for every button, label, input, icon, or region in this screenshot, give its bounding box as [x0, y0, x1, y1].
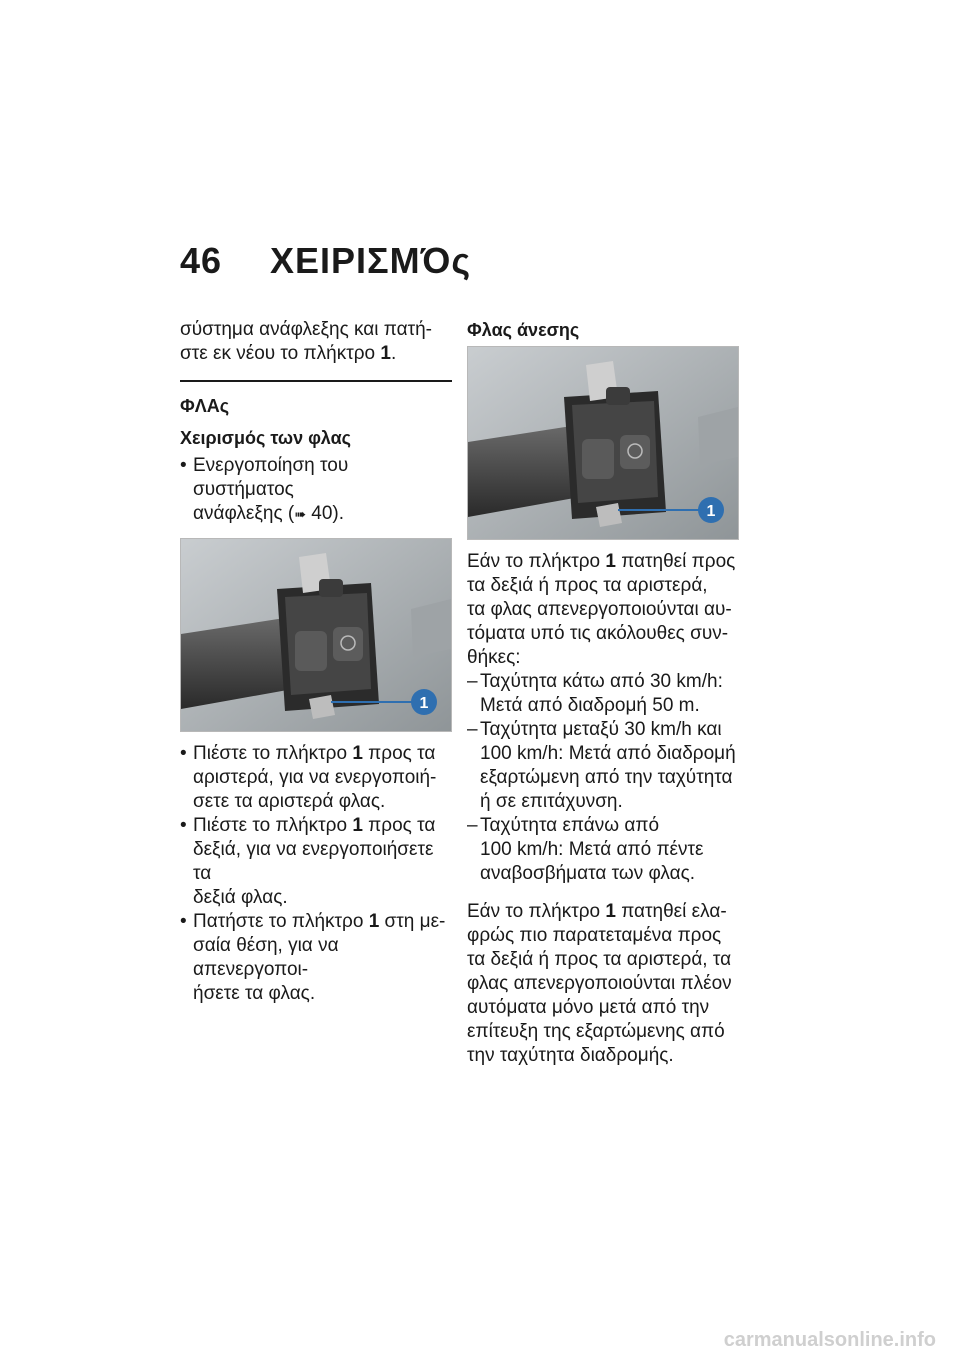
page-number: 46	[180, 240, 223, 281]
left-column	[180, 318, 452, 1006]
turn-signal-switch-image	[180, 538, 452, 732]
bullet-ignition: • Ενεργοποίηση του συστήματος ανάφλεξης (➠ 40).	[180, 454, 452, 526]
continued-text: σύστημα ανάφλεξης και πατή- στε εκ νέου το πλήκτρο 1.	[180, 319, 433, 364]
comfort-turn-signal-title: Φλας άνεσης	[467, 320, 580, 340]
page-reference-icon: ➠	[294, 506, 306, 522]
comfort-signal-switch-image	[467, 346, 739, 540]
callout-1: 1	[419, 695, 429, 712]
comfort-intro: Εάν το πλήκτρο 1 πατηθεί προς τα δεξιά ή προς τα αριστερά, τα φλας απενεργοποιούνται αυ- τόματα υπό τις ακόλουθες συν- θήκες:	[467, 551, 736, 668]
step-left: • Πιέστε το πλήκτρο 1 προς τα αριστερά, για να ενεργοποιή- σετε τα αριστερά φλας.	[180, 742, 452, 814]
section-divider	[180, 380, 452, 382]
subsection-title: Χειρισμός των φλας	[180, 428, 351, 448]
right-column	[467, 318, 739, 1068]
condition-item: – Ταχύτητα μεταξύ 30 km/h και 100 km/h: Μετά από διαδρομή εξαρτώμενη από την ταχύτητα ή σε επιτάχυνση.	[467, 718, 739, 814]
page-header	[180, 240, 471, 282]
section-title: ΦΛΑς	[180, 396, 230, 416]
step-off: • Πατήστε το πλήκτρο 1 στη με- σαία θέση, για να απενεργοποι- ήσετε τα φλας.	[180, 910, 452, 1006]
comfort-outro: Εάν το πλήκτρο 1 πατηθεί ελα- φρώς πιο παρατεταμένα προς τα δεξιά ή προς τα αριστερά, τα φλας απενεργοποιούνται πλέον αυτόματα μόνο μετά από την επίτευξη της εξαρτώμενης από την ταχύτητα διαδρομής.	[467, 901, 732, 1066]
condition-item: – Ταχύτητα επάνω από 100 km/h: Μετά από πέντε αναβοσβήματα των φλας.	[467, 814, 739, 886]
condition-item: – Ταχύτητα κάτω από 30 km/h: Μετά από διαδρομή 50 m.	[467, 670, 739, 718]
watermark: carmanualsonline.info	[723, 1329, 936, 1351]
step-right: • Πιέστε το πλήκτρο 1 προς τα δεξιά, για να ενεργοποιήσετε τα δεξιά φλας.	[180, 814, 452, 910]
page-title: ΧΕΙΡΙΣΜΌς	[270, 240, 472, 281]
callout-1: 1	[706, 503, 716, 520]
